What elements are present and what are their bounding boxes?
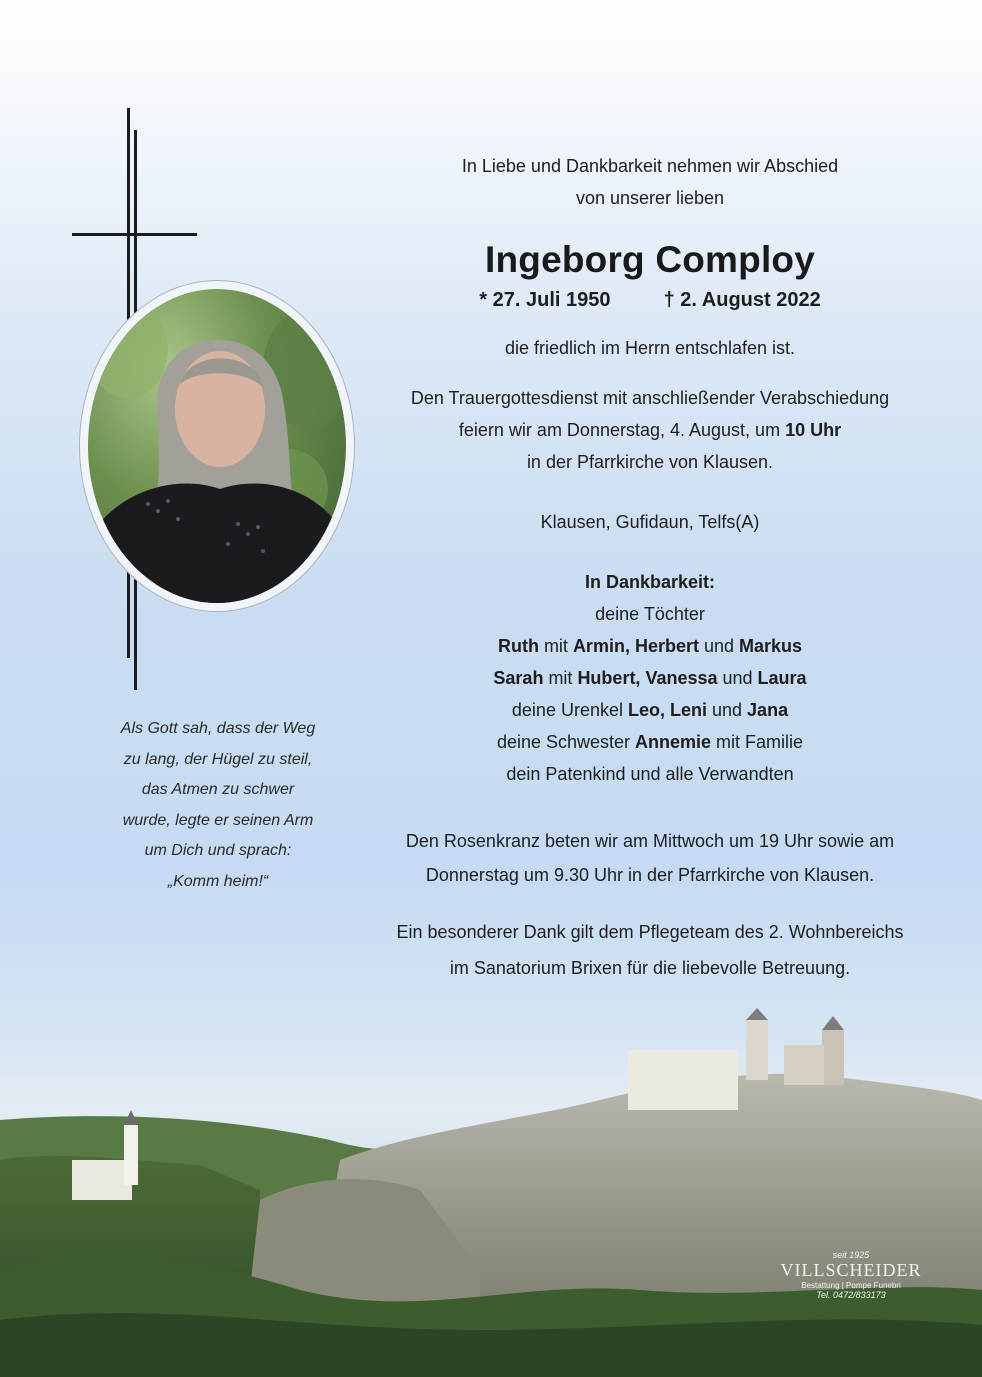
- family-name: Leo, Leni: [627, 700, 707, 720]
- service-time: 10 Uhr: [785, 420, 842, 440]
- portrait-photo: [79, 280, 355, 612]
- rosary-line: Donnerstag um 9.30 Uhr in der Pfarrkirche von Klausen.: [425, 865, 875, 885]
- intro-block: [392, 150, 908, 214]
- family-text: mit: [543, 668, 578, 688]
- intro-line: In Liebe und Dankbarkeit nehmen wir Abschied: [461, 156, 839, 176]
- family-line: [392, 726, 908, 758]
- rosary-line: Den Rosenkranz beten wir am Mittwoch um 19 Uhr sowie am: [405, 831, 895, 851]
- logo-phone: Tel. 0472/833173: [816, 1290, 886, 1300]
- family-line: [392, 630, 908, 662]
- intro-line: von unserer lieben: [575, 188, 725, 208]
- cross-icon-horizontal: [72, 233, 197, 236]
- family-name: Sarah: [493, 668, 544, 688]
- service-line-text: feiern wir am Donnerstag, 4. August, um: [458, 420, 786, 440]
- birth-date: * 27. Juli 1950: [479, 289, 611, 311]
- family-text: und: [707, 700, 748, 720]
- service-line: Den Trauergottesdienst mit anschließender Verabschiedung: [410, 388, 890, 408]
- funeral-home-logo: [776, 1250, 926, 1300]
- service-line: [392, 414, 908, 446]
- quote-line: zu lang, der Hügel zu steil,: [123, 750, 313, 768]
- portrait-illustration: [88, 289, 346, 603]
- family-name: Laura: [757, 668, 807, 688]
- family-text: mit: [538, 636, 573, 656]
- family-line: deine Töchter: [595, 604, 705, 624]
- deceased-name: Ingeborg Comploy: [484, 239, 816, 280]
- logo-since: seit 1925: [832, 1250, 870, 1260]
- family-name: Annemie: [635, 732, 712, 752]
- thanks-line: Ein besonderer Dank gilt dem Pflegeteam des 2. Wohnbereichs: [396, 922, 904, 942]
- logo-subtitle: Bestattung | Pompe Funebri: [801, 1281, 901, 1290]
- family-text: mit Familie: [711, 732, 804, 752]
- memorial-quote: [90, 714, 346, 897]
- family-text: deine Schwester: [496, 732, 636, 752]
- family-heading-text: In Dankbarkeit:: [584, 572, 716, 592]
- family-line: [392, 662, 908, 694]
- thanks-line: im Sanatorium Brixen für die liebevolle Betreuung.: [449, 958, 851, 978]
- service-block: [392, 382, 908, 478]
- family-name: Hubert, Vanessa: [577, 668, 718, 688]
- places-line: Klausen, Gufidaun, Telfs(A): [540, 512, 760, 532]
- service-line: in der Pfarrkirche von Klausen.: [526, 452, 774, 472]
- life-dates: [392, 289, 908, 312]
- logo-brand: VILLSCHEIDER: [780, 1260, 922, 1280]
- family-name: Ruth: [497, 636, 539, 656]
- passed-line: die friedlich im Herrn entschlafen ist.: [504, 338, 796, 358]
- landscape-photo: [0, 990, 982, 1377]
- family-name: Armin, Herbert: [572, 636, 699, 656]
- quote-line: das Atmen zu schwer: [141, 781, 295, 798]
- quote-line: um Dich und sprach:: [144, 842, 292, 859]
- family-line: dein Patenkind und alle Verwandten: [506, 764, 794, 784]
- family-line: [392, 694, 908, 726]
- quote-line: Als Gott sah, dass der Weg: [120, 720, 316, 737]
- family-text: deine Urenkel: [511, 700, 628, 720]
- family-text: und: [698, 636, 740, 656]
- quote-line: „Komm heim!“: [167, 872, 269, 890]
- family-heading: [392, 566, 908, 598]
- quote-line: wurde, legte er seinen Arm: [122, 811, 314, 829]
- rosary-block: [392, 824, 908, 892]
- family-block: [392, 566, 908, 790]
- family-name: Markus: [739, 636, 803, 656]
- thanks-block: [392, 914, 908, 986]
- family-text: und: [717, 668, 758, 688]
- family-name: Jana: [747, 700, 789, 720]
- death-date: † 2. August 2022: [663, 289, 821, 311]
